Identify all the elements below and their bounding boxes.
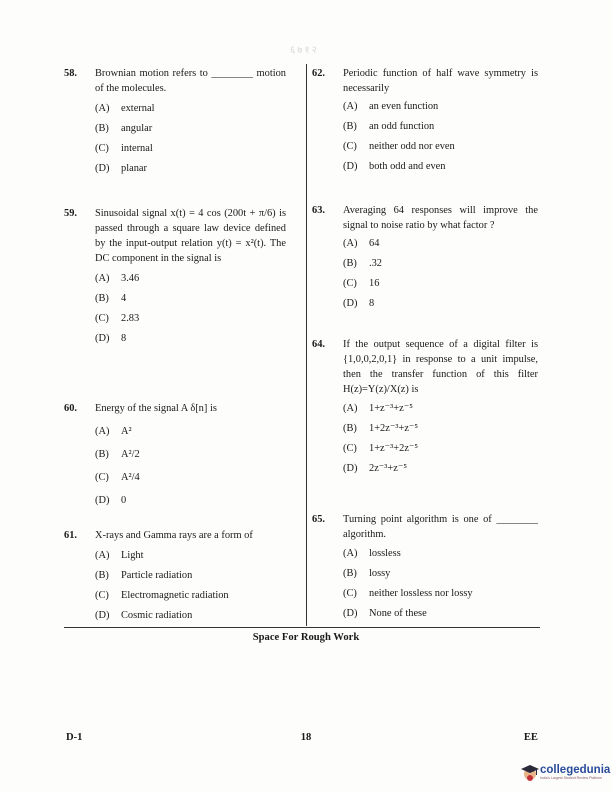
option[interactable]: (D) 2z⁻³+z⁻⁵: [343, 463, 407, 474]
question-65: [312, 512, 538, 624]
option[interactable]: (D) 8: [343, 298, 375, 309]
options-list: [95, 546, 286, 626]
question-61: [64, 528, 286, 626]
question-59: [64, 206, 286, 349]
option[interactable]: (A) Light: [95, 550, 144, 561]
option[interactable]: (D) both odd and even: [343, 161, 446, 172]
option[interactable]: (C) 16: [343, 278, 380, 289]
question-text: X-rays and Gamma rays are a form of: [95, 530, 253, 541]
options-list: [95, 99, 286, 179]
option[interactable]: (C) 1+z⁻³+2z⁻⁵: [343, 443, 419, 454]
question-63: [312, 203, 538, 314]
question-text: Turning point algorithm is one of ________ algorithm.: [343, 514, 538, 540]
options-list: [343, 234, 538, 314]
question-number: 64.: [312, 339, 325, 350]
option[interactable]: (B) A²/2: [95, 449, 140, 460]
footer-booklet-code: D-1: [66, 732, 83, 743]
option[interactable]: (C) internal: [95, 143, 153, 154]
footer-subject-code: EE: [523, 732, 538, 743]
options-list: [95, 420, 286, 512]
logo-name: collegedunia: [540, 763, 611, 776]
question-text: Brownian motion refers to ________ motion of the molecules.: [95, 68, 286, 94]
option[interactable]: (C) neither odd nor even: [343, 141, 455, 152]
option[interactable]: (B) 1+2z⁻³+z⁻⁵: [343, 423, 419, 434]
option[interactable]: (B) lossy: [343, 568, 391, 579]
option[interactable]: (A) lossless: [343, 548, 401, 559]
option[interactable]: (A) external: [95, 103, 155, 114]
logo-tagline: India's Largest Student Review Platform: [540, 775, 603, 780]
option[interactable]: (B) Particle radiation: [95, 570, 193, 581]
option[interactable]: (B) angular: [95, 123, 153, 134]
option[interactable]: (C) 2.83: [95, 313, 140, 324]
option[interactable]: (B) 4: [95, 293, 127, 304]
question-number: 60.: [64, 403, 77, 414]
option[interactable]: (D) 8: [95, 333, 127, 344]
option[interactable]: (A) 3.46: [95, 273, 140, 284]
question-text: If the output sequence of a digital filter is {1,0,0,2,0,1} in response to a unit impulse, then the transfer function of this filter H(z)=Y(z)/X(z) is: [343, 339, 538, 395]
option[interactable]: (A) A²: [95, 426, 132, 437]
option[interactable]: (B) an odd function: [343, 121, 435, 132]
option[interactable]: (C) neither lossless nor lossy: [343, 588, 473, 599]
question-58: [64, 66, 286, 179]
options-list: [343, 97, 538, 177]
question-number: 59.: [64, 208, 77, 219]
question-number: 58.: [64, 68, 77, 79]
option[interactable]: (A) 64: [343, 238, 380, 249]
options-list: [343, 399, 538, 479]
rough-work-label: Space For Rough Work: [252, 632, 360, 643]
question-62: [312, 66, 538, 177]
question-64: [312, 337, 538, 479]
option[interactable]: (C) A²/4: [95, 472, 140, 483]
question-number: 63.: [312, 205, 325, 216]
question-60: [64, 401, 286, 512]
collegedunia-logo[interactable]: [520, 757, 612, 787]
option[interactable]: (C) Electromagnetic radiation: [95, 590, 229, 601]
option[interactable]: (A) 1+z⁻³+z⁻⁵: [343, 403, 413, 414]
question-text: Averaging 64 responses will improve the signal to noise ratio by what factor ?: [343, 205, 538, 231]
question-number: 61.: [64, 530, 77, 541]
option[interactable]: (D) None of these: [343, 608, 427, 619]
option[interactable]: (D) planar: [95, 163, 147, 174]
footer-page-number: 18: [300, 732, 312, 743]
options-list: [95, 269, 286, 349]
option[interactable]: (A) an even function: [343, 101, 439, 112]
option[interactable]: (D) 0: [95, 495, 127, 506]
option[interactable]: (D) Cosmic radiation: [95, 610, 193, 621]
question-text: Energy of the signal A δ[n] is: [95, 403, 217, 414]
column-divider: [306, 64, 307, 626]
horizontal-rule: [64, 627, 540, 628]
question-text: Periodic function of half wave symmetry is necessarily: [343, 68, 538, 94]
question-text: Sinusoidal signal x(t) = 4 cos (200t + π/6) is passed through a square law device defined by the input-output relation y(t) = x²(t). The DC component in the signal is: [95, 208, 286, 264]
watermark: ६७१२: [290, 45, 319, 56]
graduation-cap-icon: [520, 762, 540, 782]
question-number: 62.: [312, 68, 325, 79]
option[interactable]: (B) .32: [343, 258, 382, 269]
options-list: [343, 544, 538, 624]
question-number: 65.: [312, 514, 325, 525]
